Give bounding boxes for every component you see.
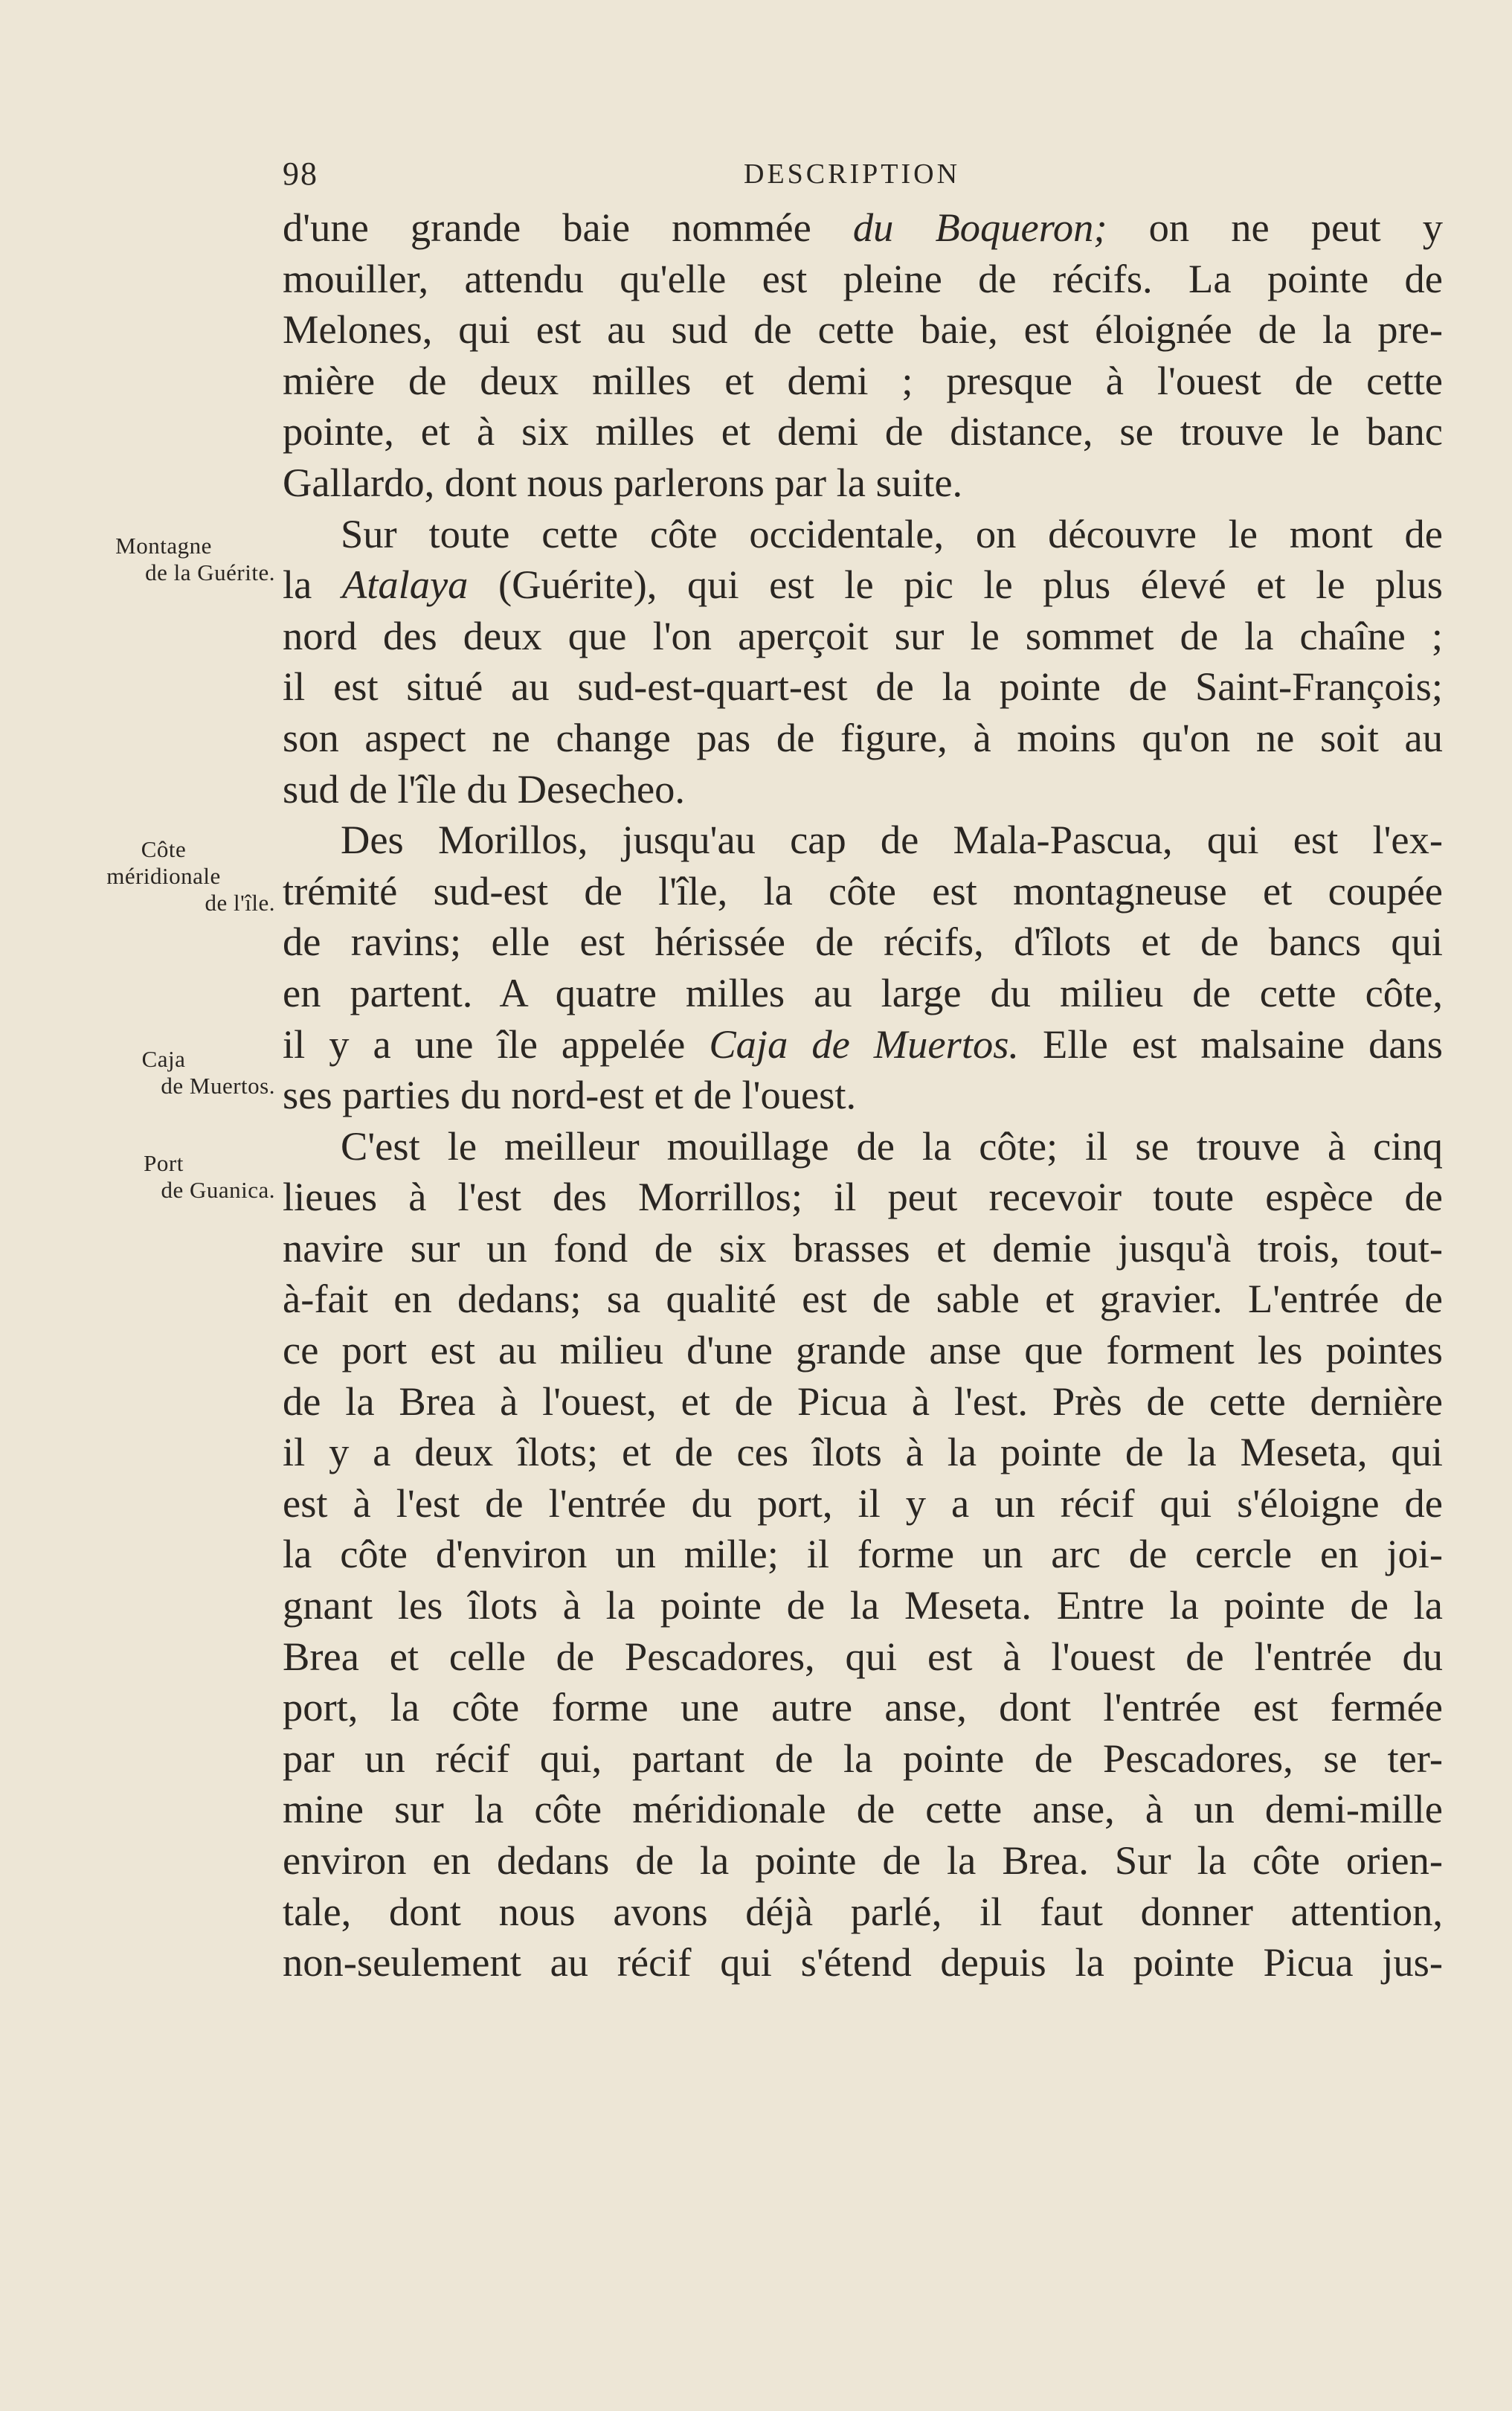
margin-note-caja [52, 1046, 275, 1099]
text-line: Gallardo, dont nous parlerons par la suite. [283, 459, 963, 505]
text-line: Brea et celle de Pescadores, qui est à l'ouest de l'entrée du [283, 1633, 1443, 1679]
margin-note-line: Port [144, 1150, 184, 1176]
text-line: par un récif qui, partant de la pointe de Pescadores, se ter- [283, 1735, 1443, 1781]
margin-note-line: Côte [141, 836, 187, 862]
margin-note-port [52, 1150, 275, 1204]
running-title: DESCRIPTION [744, 158, 961, 190]
text-line: il est situé au sud-est-quart-est de la pointe de Saint-François; [283, 664, 1443, 710]
text-line: Sur toute cette côte occidentale, on découvre le mont de [341, 510, 1443, 556]
text-line: lieues à l'est des Morrillos; il peut recevoir toute espèce de [283, 1174, 1443, 1220]
margin-note-line: Montagne [115, 533, 212, 559]
text-line: mouiller, attendu qu'elle est pleine de récifs. La pointe de [283, 255, 1443, 301]
margin-note-line: méridionale [106, 863, 221, 889]
margin-note-line: de la Guérite. [145, 559, 275, 585]
page-number: 98 [283, 155, 318, 192]
margin-note-line: de l'île. [205, 890, 275, 916]
text-line: tale, dont nous avons déjà parlé, il faut donner attention, [283, 1888, 1443, 1934]
text-line: sud de l'île du Desecheo. [283, 765, 686, 812]
text-line: d'une grande baie nommée du Boqueron; on ne peut y [283, 205, 1443, 250]
text-line: à-fait en dedans; sa qualité est de sable et gravier. L'entrée de [283, 1276, 1443, 1322]
text-line: navire sur un fond de six brasses et demie jusqu'à trois, tout- [283, 1224, 1443, 1271]
text-line: en partent. A quatre milles au large du milieu de cette côte, [283, 969, 1443, 1015]
text-line: mière de deux milles et demi ; presque à l'ouest de cette [283, 357, 1443, 403]
text-line: Melones, qui est au sud de cette baie, est éloignée de la pre- [283, 306, 1443, 353]
text-line: il y a une île appelée Caja de Muertos. Elle est malsaine dans [283, 1021, 1443, 1067]
text-line: environ en dedans de la pointe de la Brea. Sur la côte orien- [283, 1837, 1443, 1883]
text-line: Des Morillos, jusqu'au cap de Mala-Pascua, qui est l'ex- [341, 817, 1443, 863]
text-line: nord des deux que l'on aperçoit sur le sommet de la chaîne ; [283, 612, 1443, 658]
margin-note-cote [52, 836, 275, 916]
text-line: de ravins; elle est hérissée de récifs, d'îlots et de bancs qui [283, 919, 1443, 965]
text-line: gnant les îlots à la pointe de la Meseta. Entre la pointe de la [283, 1582, 1443, 1628]
text-line: mine sur la côte méridionale de cette anse, à un demi-mille [283, 1786, 1443, 1832]
text-line: C'est le meilleur mouillage de la côte; il se trouve à cinq [341, 1123, 1443, 1169]
italic-place-name: Caja de Muertos. [709, 1021, 1020, 1067]
text-line: ses parties du nord-est et de l'ouest. [283, 1072, 857, 1118]
margin-note-line: Caja [141, 1046, 186, 1072]
running-header [283, 155, 1443, 199]
text-line: est à l'est de l'entrée du port, il y a un récif qui s'éloigne de [283, 1480, 1443, 1526]
text-line: son aspect ne change pas de figure, à moins qu'on ne soit au [283, 714, 1443, 760]
italic-place-name: Atalaya [341, 562, 469, 608]
text-line: trémité sud-est de l'île, la côte est montagneuse et coupée [283, 867, 1443, 914]
body-text [283, 202, 1443, 1988]
margin-note-montagne [52, 533, 275, 586]
text-line: pointe, et à six milles et demi de distance, se trouve le banc [283, 408, 1443, 455]
text-line: ce port est au milieu d'une grande anse que forment les pointes [283, 1327, 1443, 1373]
text-line: il y a deux îlots; et de ces îlots à la pointe de la Meseta, qui [283, 1429, 1443, 1475]
text-line: la côte d'environ un mille; il forme un arc de cercle en joi- [283, 1531, 1443, 1577]
text-line: port, la côte forme une autre anse, dont l'entrée est fermée [283, 1684, 1443, 1730]
text-line: de la Brea à l'ouest, et de Picua à l'est. Près de cette dernière [283, 1378, 1443, 1424]
text-line: non-seulement au récif qui s'étend depuis la pointe Picua jus- [283, 1939, 1443, 1985]
italic-place-name: du Boqueron; [852, 205, 1107, 250]
margin-note-line: de Muertos. [161, 1073, 275, 1099]
margin-note-line: de Guanica. [161, 1177, 275, 1203]
text-line: la Atalaya (Guérite), qui est le pic le plus élevé et le plus [283, 562, 1443, 608]
